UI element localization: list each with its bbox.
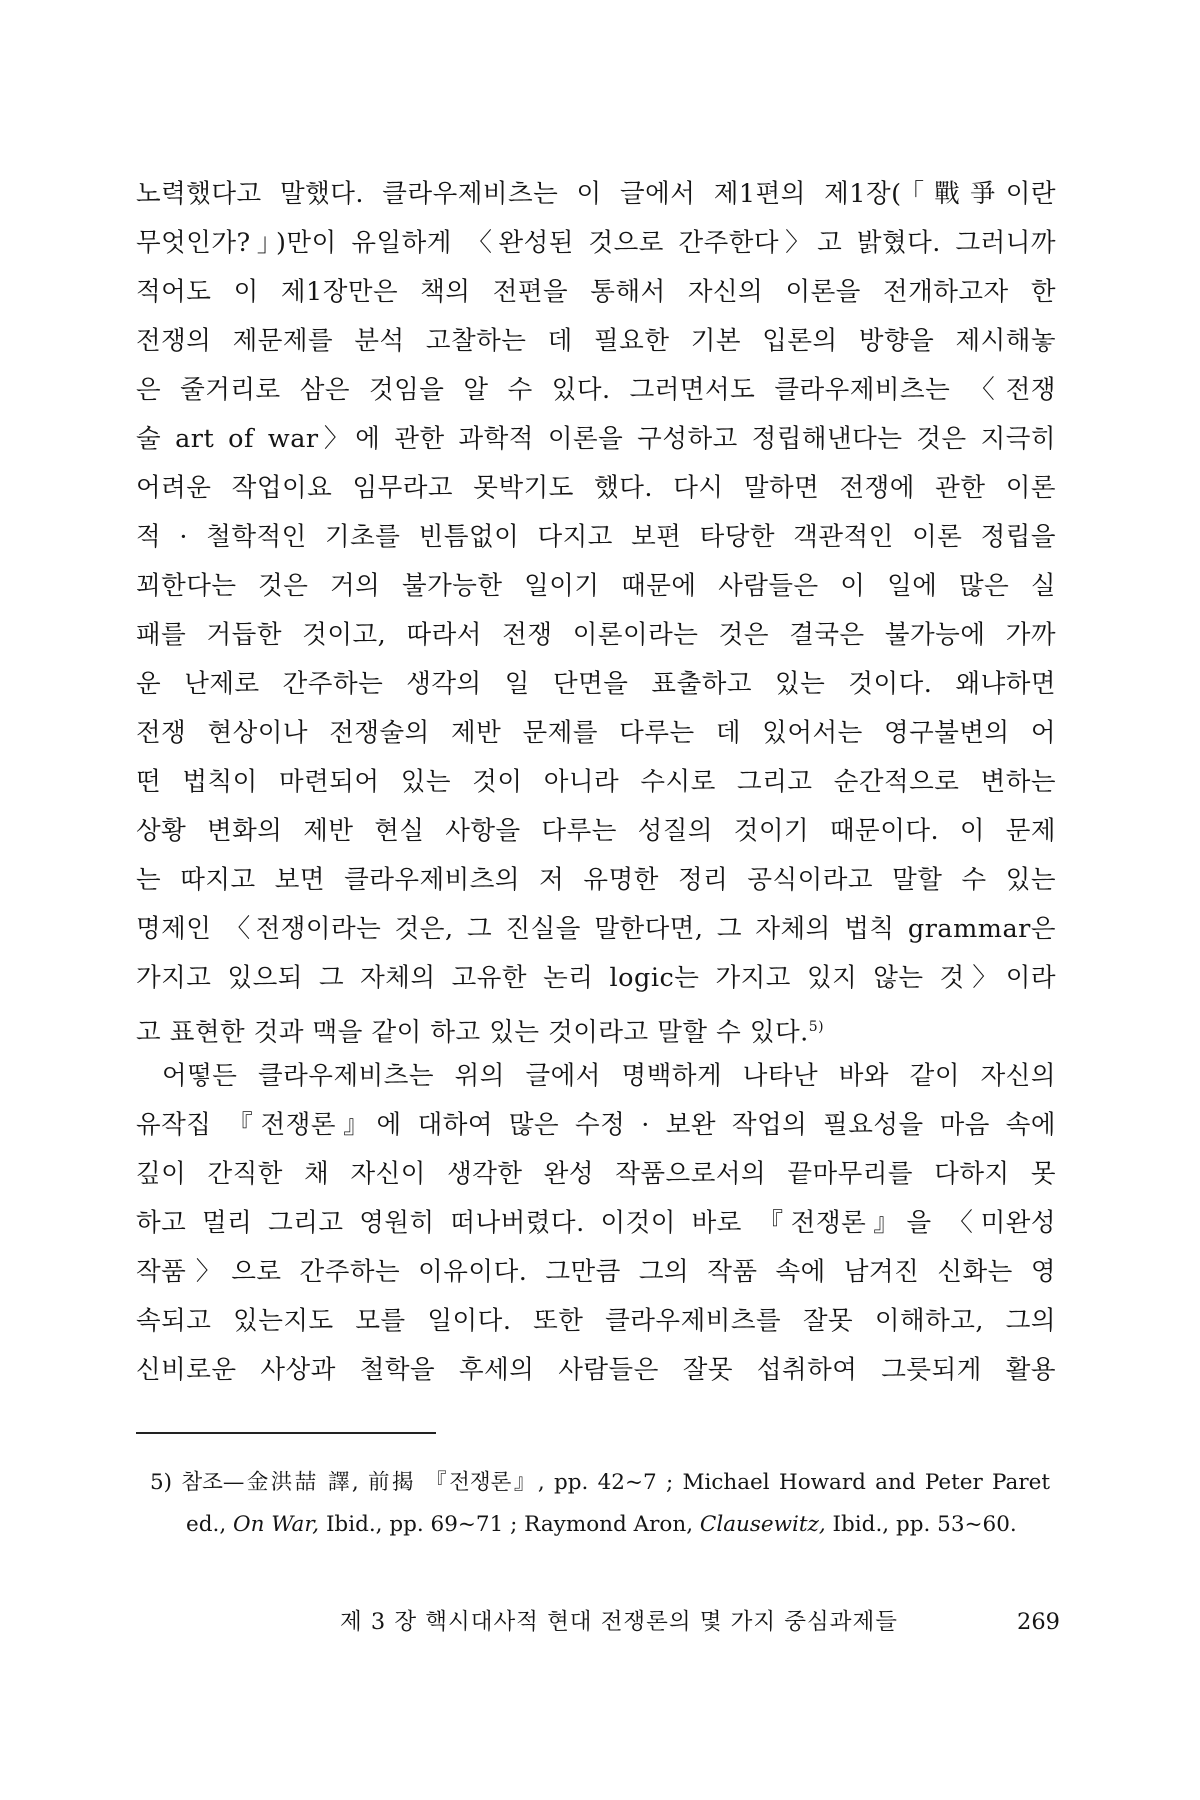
footnote-line bbox=[150, 1504, 1050, 1546]
body-line: 노력했다고 말했다. 클라우제비츠는 이 글에서 제1편의 제1장(「戰爭이란 bbox=[136, 179, 1056, 209]
body-line: 적 · 철학적인 기초를 빈틈없이 다지고 보편 타당한 객관적인 이론 정립을 bbox=[136, 522, 1056, 552]
body-line-with-footnote-ref bbox=[136, 1003, 1056, 1052]
body-line: 는 따지고 보면 클라우제비츠의 저 유명한 정리 공식이라고 말할 수 있는 bbox=[136, 865, 1056, 895]
page-number: 269 bbox=[1017, 1609, 1060, 1635]
footnote-line: 5) 참조—金洪喆 譯, 前揭 『전쟁론』, pp. 42~7 ; Michael Howard and Peter Paret bbox=[150, 1470, 1050, 1495]
body-line: 패를 거듭한 것이고, 따라서 전쟁 이론이라는 것은 결국은 불가능에 가까 bbox=[136, 620, 1056, 650]
footnote-text: Ibid., pp. 69~71 ; Raymond Aron, bbox=[319, 1512, 700, 1537]
footnote-book-title: On War, bbox=[233, 1512, 320, 1537]
body-line: 신비로운 사상과 철학을 후세의 사람들은 잘못 섭취하여 그릇되게 활용 bbox=[136, 1355, 1056, 1385]
body-text bbox=[136, 170, 1056, 1395]
body-line: 명제인 〈전쟁이라는 것은, 그 진실을 말한다면, 그 자체의 법칙 grammar은 bbox=[136, 914, 1056, 944]
body-line: 가지고 있으되 그 자체의 고유한 논리 logic는 가지고 있지 않는 것〉이라 bbox=[136, 963, 1056, 993]
body-line: 작품〉으로 간주하는 이유이다. 그만큼 그의 작품 속에 남겨진 신화는 영 bbox=[136, 1257, 1056, 1287]
body-line-text: 고 표현한 것과 맥을 같이 하고 있는 것이라고 말할 수 있다. bbox=[136, 1017, 809, 1048]
footnote-reference: 5) bbox=[808, 1019, 825, 1035]
body-line: 운 난제로 간주하는 생각의 일 단면을 표출하고 있는 것이다. 왜냐하면 bbox=[136, 669, 1056, 699]
footnote-book-title: Clausewitz, bbox=[699, 1512, 826, 1537]
body-line: 꾀한다는 것은 거의 불가능한 일이기 때문에 사람들은 이 일에 많은 실 bbox=[136, 571, 1056, 601]
footnote-text: Ibid., pp. 53~60. bbox=[825, 1512, 1017, 1537]
footnote bbox=[150, 1462, 1050, 1546]
body-line: 무엇인가?」)만이 유일하게 〈완성된 것으로 간주한다〉고 밝혔다. 그러니까 bbox=[136, 228, 1056, 258]
body-line: 은 줄거리로 삼은 것임을 알 수 있다. 그러면서도 클라우제비츠는 〈전쟁 bbox=[136, 375, 1056, 405]
body-line: 적어도 이 제1장만은 책의 전편을 통해서 자신의 이론을 전개하고자 한 bbox=[136, 277, 1056, 307]
body-line: 어려운 작업이요 임무라고 못박기도 했다. 다시 말하면 전쟁에 관한 이론 bbox=[136, 473, 1056, 503]
footnote-text: ed., bbox=[186, 1512, 233, 1537]
footnote-divider bbox=[136, 1432, 436, 1434]
running-footer bbox=[340, 1600, 1060, 1644]
paragraph-start-line: 어떻든 클라우제비츠는 위의 글에서 명백하게 나타난 바와 같이 자신의 bbox=[162, 1061, 1056, 1091]
body-line: 속되고 있는지도 모를 일이다. 또한 클라우제비츠를 잘못 이해하고, 그의 bbox=[136, 1306, 1056, 1336]
chapter-title: 제 3 장 핵시대사적 현대 전쟁론의 몇 가지 중심과제들 bbox=[340, 1609, 898, 1635]
body-line: 떤 법칙이 마련되어 있는 것이 아니라 수시로 그리고 순간적으로 변하는 bbox=[136, 767, 1056, 797]
body-line: 전쟁의 제문제를 분석 고찰하는 데 필요한 기본 입론의 방향을 제시해놓 bbox=[136, 326, 1056, 356]
body-line: 깊이 간직한 채 자신이 생각한 완성 작품으로서의 끝마무리를 다하지 못 bbox=[136, 1159, 1056, 1189]
body-line: 전쟁 현상이나 전쟁술의 제반 문제를 다루는 데 있어서는 영구불변의 어 bbox=[136, 718, 1056, 748]
body-line: 술 art of war〉에 관한 과학적 이론을 구성하고 정립해낸다는 것은 지극히 bbox=[136, 424, 1056, 454]
body-line: 하고 멀리 그리고 영원히 떠나버렸다. 이것이 바로 『전쟁론』을 〈미완성 bbox=[136, 1208, 1056, 1238]
body-line: 상황 변화의 제반 현실 사항을 다루는 성질의 것이기 때문이다. 이 문제 bbox=[136, 816, 1056, 846]
body-line: 유작집 『전쟁론』에 대하여 많은 수정 · 보완 작업의 필요성을 마음 속에 bbox=[136, 1110, 1056, 1140]
